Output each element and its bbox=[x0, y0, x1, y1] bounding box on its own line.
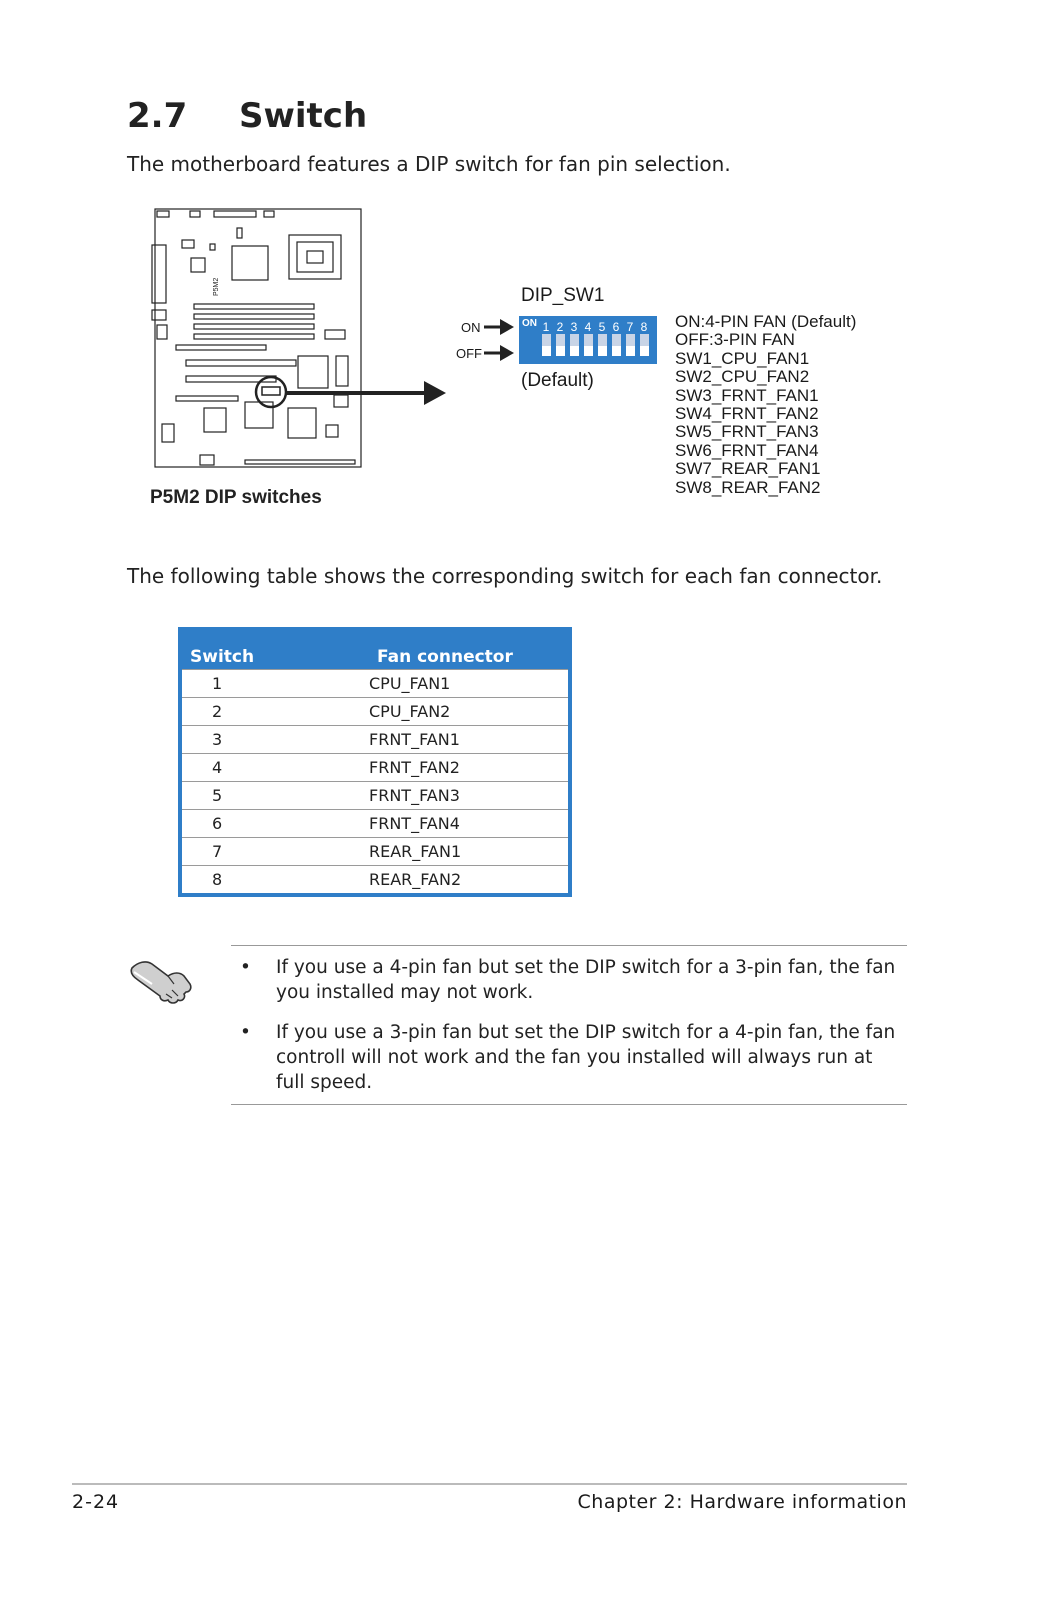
fan-cell: FRNT_FAN2 bbox=[369, 754, 570, 782]
column-header-fan: Fan connector bbox=[369, 629, 570, 670]
board-label: P5M2 bbox=[213, 277, 220, 296]
table-row bbox=[180, 866, 570, 896]
page-number: 2-24 bbox=[72, 1491, 120, 1513]
switch-cell: 5 bbox=[180, 782, 369, 810]
switch-cell: 3 bbox=[180, 726, 369, 754]
bullet-icon: • bbox=[240, 1022, 251, 1043]
table-row bbox=[180, 782, 570, 810]
fan-cell: CPU_FAN1 bbox=[369, 670, 570, 698]
legend-line: ON:4-PIN FAN (Default) bbox=[675, 312, 857, 331]
note-text: If you use a 4-pin fan but set the DIP switch for a 3-pin fan, the fan you installed may not work. bbox=[276, 957, 896, 1003]
dip-on-mark: ON bbox=[522, 318, 537, 329]
column-header-switch: Switch bbox=[180, 629, 369, 670]
switch-cell: 7 bbox=[180, 838, 369, 866]
dip-number: 2 bbox=[556, 320, 564, 334]
fan-cell: FRNT_FAN4 bbox=[369, 810, 570, 838]
switch-cell: 8 bbox=[180, 866, 369, 896]
switch-cell: 4 bbox=[180, 754, 369, 782]
dip-number: 6 bbox=[612, 320, 620, 334]
note-list bbox=[240, 955, 900, 1110]
note-divider-bottom bbox=[231, 1104, 907, 1105]
motherboard-layout-svg bbox=[0, 0, 1062, 540]
dip-switch-block bbox=[519, 316, 657, 364]
dip-number: 4 bbox=[584, 320, 592, 334]
table-row bbox=[180, 810, 570, 838]
pointer-arrow-head bbox=[424, 381, 446, 405]
switch-cell: 6 bbox=[180, 810, 369, 838]
dip-switch-toggle bbox=[640, 334, 649, 356]
dip-number: 5 bbox=[598, 320, 606, 334]
legend-line: OFF:3-PIN FAN bbox=[675, 330, 795, 350]
figure-caption: P5M2 DIP switches bbox=[150, 487, 322, 508]
dip-switch-diagram bbox=[0, 0, 1062, 540]
dip-switch-toggle bbox=[626, 334, 635, 356]
chapter-title: Chapter 2: Hardware information bbox=[577, 1491, 907, 1513]
dip-number: 1 bbox=[542, 320, 550, 334]
dip-title: DIP_SW1 bbox=[521, 285, 605, 306]
note-divider-top bbox=[231, 945, 907, 946]
table-header-row bbox=[180, 629, 570, 670]
note-item bbox=[240, 1020, 900, 1095]
legend-line: SW3_FRNT_FAN1 bbox=[675, 385, 819, 405]
intro-paragraph: The motherboard features a DIP switch for fan pin selection. bbox=[127, 152, 731, 176]
fan-cell: FRNT_FAN3 bbox=[369, 782, 570, 810]
dip-switch-toggle bbox=[598, 334, 607, 356]
fan-cell: REAR_FAN2 bbox=[369, 866, 570, 896]
fan-switch-table bbox=[178, 627, 572, 897]
dip-switch-toggle bbox=[556, 334, 565, 356]
legend-line: SW2_CPU_FAN2 bbox=[675, 367, 810, 387]
dip-switch-toggle bbox=[542, 334, 551, 356]
dip-number: 7 bbox=[626, 320, 634, 334]
dip-number: 8 bbox=[640, 320, 648, 334]
dip-number: 3 bbox=[570, 320, 578, 334]
hand-note-icon bbox=[128, 954, 196, 1008]
fan-cell: REAR_FAN1 bbox=[369, 838, 570, 866]
table-row bbox=[180, 754, 570, 782]
section-title-text: Switch bbox=[239, 96, 368, 136]
dip-switch-toggle bbox=[584, 334, 593, 356]
section-number: 2.7 bbox=[127, 96, 188, 136]
dip-default-label: (Default) bbox=[521, 370, 594, 391]
legend-line: SW8_REAR_FAN2 bbox=[675, 477, 821, 497]
legend-line: SW1_CPU_FAN1 bbox=[675, 348, 810, 368]
legend-line: SW5_FRNT_FAN3 bbox=[675, 422, 819, 442]
legend-line: SW4_FRNT_FAN2 bbox=[675, 404, 819, 424]
switch-cell: 2 bbox=[180, 698, 369, 726]
note-text: If you use a 3-pin fan but set the DIP switch for a 4-pin fan, the fan controll will not work and the fan you installed will always run at full speed. bbox=[276, 1022, 896, 1093]
table-row bbox=[180, 726, 570, 754]
dip-legend bbox=[675, 313, 856, 497]
footer-divider bbox=[72, 1483, 907, 1485]
northbridge-chip bbox=[232, 246, 268, 280]
fan-cell: CPU_FAN2 bbox=[369, 698, 570, 726]
fan-cell: FRNT_FAN1 bbox=[369, 726, 570, 754]
dip-switch-toggle bbox=[570, 334, 579, 356]
table-row bbox=[180, 698, 570, 726]
legend-line: SW6_FRNT_FAN4 bbox=[675, 440, 819, 460]
dip-switch-toggle bbox=[612, 334, 621, 356]
table-row bbox=[180, 670, 570, 698]
off-label: OFF bbox=[456, 346, 482, 361]
switch-cell: 1 bbox=[180, 670, 369, 698]
on-label: ON bbox=[461, 320, 481, 335]
note-item bbox=[240, 955, 900, 1005]
table-intro: The following table shows the corresponding switch for each fan connector. bbox=[127, 564, 883, 588]
table-row bbox=[180, 838, 570, 866]
bullet-icon: • bbox=[240, 957, 251, 978]
southbridge-chip bbox=[298, 356, 328, 388]
legend-line: SW7_REAR_FAN1 bbox=[675, 459, 821, 479]
